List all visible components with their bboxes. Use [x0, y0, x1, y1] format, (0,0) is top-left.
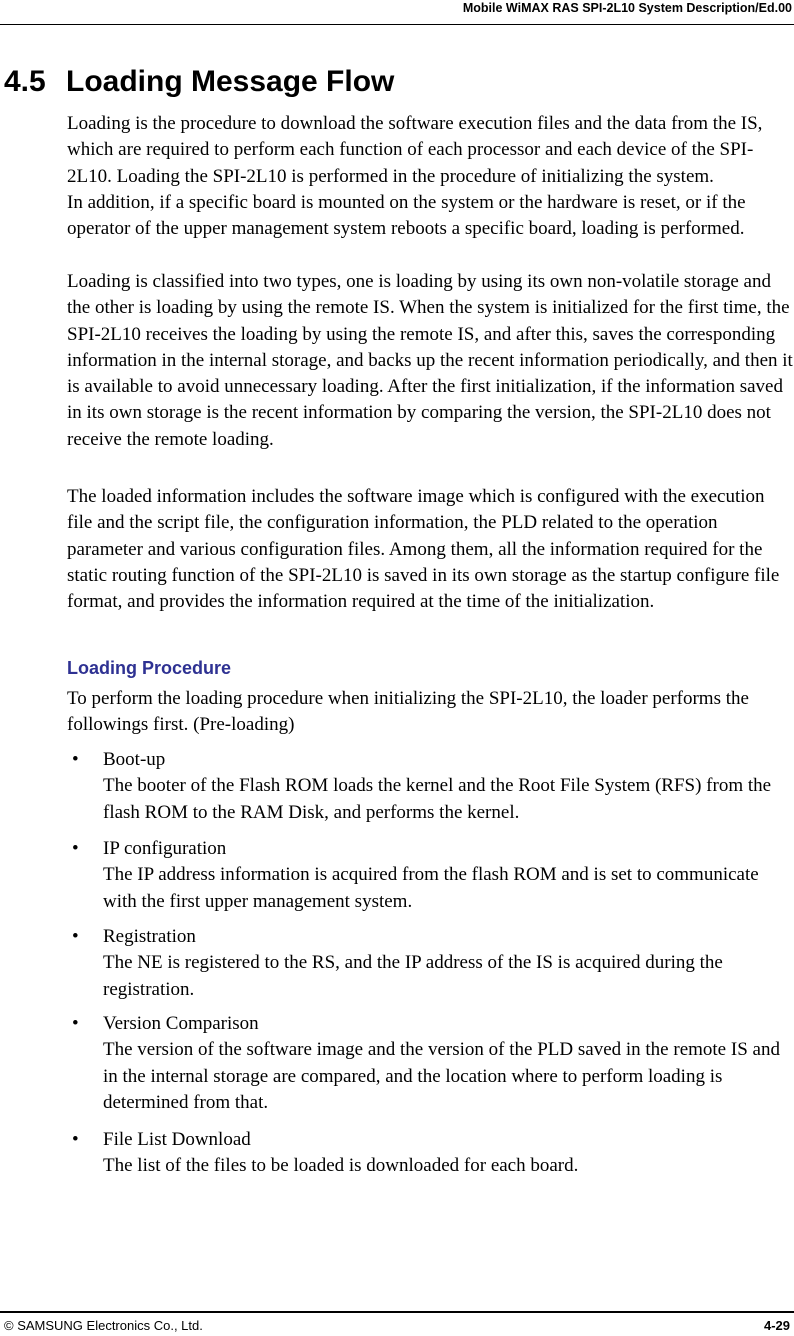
list-item-desc: The NE is registered to the RS, and the IP address of the IS is acquired during the registration.	[103, 952, 723, 1000]
list-item-title: IP configuration	[103, 838, 227, 859]
paragraph-intro: Loading is the procedure to download the software execution files and the data from the IS, which are required to perform each function of each processor and each device of the SPI-2L10. Loading the SPI-2L10 is performed in the procedure of initializing the system.	[67, 113, 763, 187]
paragraph-loading-types: Loading is classified into two types, one is loading by using its own non-volatile storage and the other is loading by using the remote IS. When the system is initialized for the first time, the SPI-2L10 receives the loading by using the remote IS, and after this, saves the corresponding information in the internal storage, and backs up the recent information periodically, and then it is available to avoid unnecessary loading. After the first initialization, if the information saved in its own storage is the recent information by comparing the version, the SPI-2L10 does not receive the remote loading.	[67, 271, 793, 450]
bullet-icon: •	[72, 1013, 79, 1034]
list-item-title: Boot-up	[103, 749, 166, 770]
page-header	[0, 0, 794, 25]
bullet-icon: •	[72, 749, 79, 770]
section-number: 4.5	[4, 65, 46, 98]
list-item-desc: The version of the software image and the version of the PLD saved in the remote IS and in the internal storage are compared, and the location where to perform loading is determined from that.	[103, 1039, 780, 1113]
section-heading	[4, 62, 394, 102]
bullet-icon: •	[72, 1129, 79, 1150]
header-title: Mobile WiMAX RAS SPI-2L10 System Description/Ed.00	[462, 1, 792, 15]
section-title: Loading Message Flow	[66, 65, 395, 98]
list-item-desc: The list of the files to be loaded is downloaded for each board.	[103, 1155, 579, 1176]
procedure-heading: Loading Procedure	[67, 658, 232, 678]
list-item-title: Registration	[103, 926, 196, 947]
bullet-icon: •	[72, 926, 79, 947]
footer-copyright: © SAMSUNG Electronics Co., Ltd.	[4, 1318, 203, 1333]
list-item-desc: The booter of the Flash ROM loads the kernel and the Root File System (RFS) from the flash ROM to the RAM Disk, and performs the kernel.	[103, 775, 772, 823]
paragraph-loaded-information: The loaded information includes the software image which is configured with the execution file and the script file, the configuration information, the PLD related to the operation parameter and various configuration files. Among them, all the information required for the static routing function of the SPI-2L10 is saved in its own storage as the startup configure file format, and provides the information required at the time of the initialization.	[67, 486, 780, 613]
list-item-title: Version Comparison	[103, 1013, 259, 1034]
paragraph-loading-conditions: In addition, if a specific board is mounted on the system or the hardware is reset, or if the operator of the upper management system reboots a specific board, loading is performed.	[67, 192, 746, 240]
procedure-intro: To perform the loading procedure when initializing the SPI-2L10, the loader performs the followings first. (Pre-loading)	[67, 688, 749, 736]
bullet-icon: •	[72, 838, 79, 859]
footer-divider	[0, 1311, 794, 1313]
list-item-title: File List Download	[103, 1129, 251, 1150]
page-number: 4-29	[763, 1318, 790, 1333]
list-item-desc: The IP address information is acquired from the flash ROM and is set to communicate with the first upper management system.	[103, 864, 759, 912]
